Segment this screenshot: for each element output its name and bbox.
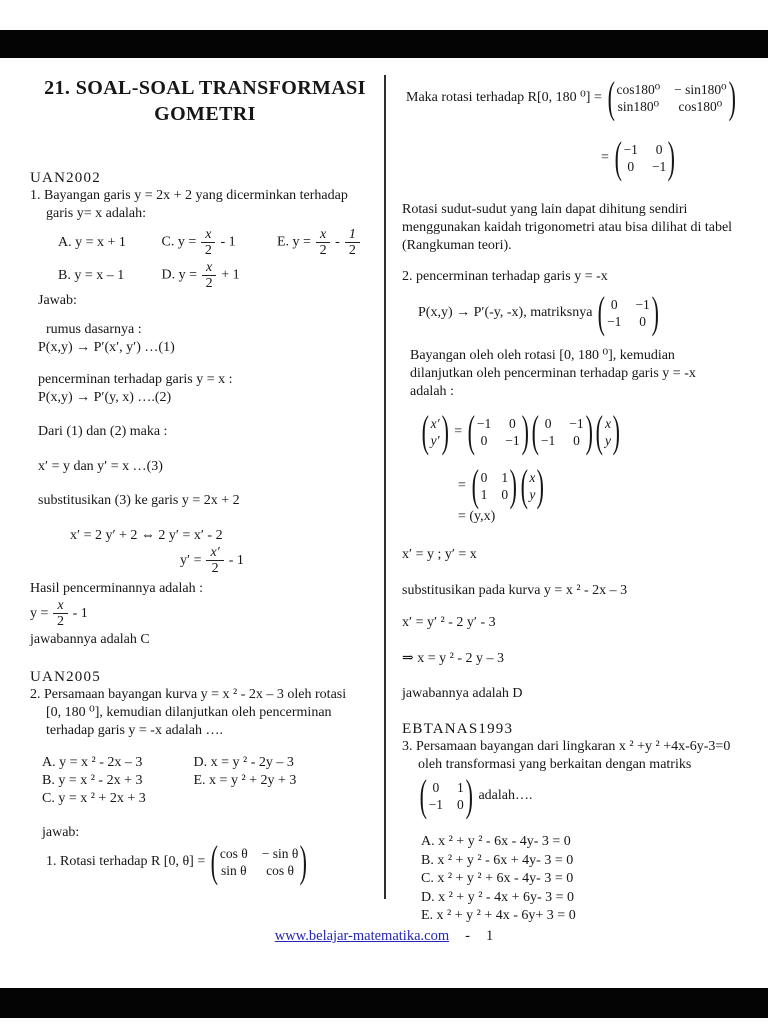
paren-left-icon: ( (520, 461, 528, 510)
fraction-denominator: 2 (202, 275, 216, 291)
matrix-cells (217, 845, 301, 879)
footer-dash: - (465, 928, 470, 944)
q3-option-d: D. x ² + y ² - 4x + 6y- 3 = 0 (421, 889, 575, 905)
matrix-cell: −1 (651, 159, 667, 174)
equals-sign: = (458, 478, 466, 493)
section-label-uan2002: UAN2002 (30, 170, 101, 186)
reflection-matrix (531, 407, 593, 456)
option-b: B. y = x ² - 2x + 3 (42, 773, 143, 789)
website-link[interactable]: www.belajar-matematika.com (274, 928, 450, 944)
matrix-cell: sin180⁰ (617, 99, 660, 114)
matrix-cell: − sin180⁰ (674, 82, 727, 97)
matrix-cell: 0 (480, 470, 488, 485)
matrix-cell: 0 (573, 433, 580, 448)
hasil-line: Hasil pencerminannya adalah : (30, 581, 203, 596)
matrix-cell: −1 (476, 416, 492, 431)
yx-result-line: = (y,x) (458, 509, 496, 524)
matrix-cell: 0 (655, 142, 663, 157)
paren-right-icon: ) (465, 771, 473, 820)
option-e: E. x = y ² + 2y + 3 (193, 773, 297, 789)
rotation-matrix-line (30, 836, 380, 886)
q3-matrix-line (402, 771, 760, 820)
fraction-denominator: 2 (53, 613, 67, 629)
matrix-cell: −1 (428, 797, 444, 812)
fraction-denominator: 2 (345, 242, 360, 258)
equation-e: ⇒ x = y ² - 2 y – 3 (402, 651, 504, 666)
option-e (277, 227, 365, 258)
option-c (162, 227, 274, 258)
swap-matrix (471, 461, 518, 510)
matrix-cell: 0 (610, 297, 618, 312)
fraction-denominator: 2 (206, 560, 223, 576)
rotation-text: 1. Rotasi terhadap R [0, θ] = (46, 853, 206, 869)
bayangan-line-2: dilanjutkan oleh pencerminan terhadap garis y = -x (410, 366, 696, 381)
q2-options-row-2 (30, 772, 380, 790)
paren-right-icon: ) (585, 407, 593, 456)
matrix-cell: cos θ (219, 845, 248, 861)
equation-2: P(x,y) → P′(y, x) ….(2) (38, 390, 172, 405)
paren-left-icon: ( (467, 407, 476, 456)
matrix-cell: cos180⁰ (678, 99, 723, 114)
option-d-text: + 1 (221, 267, 240, 283)
equation-6 (30, 598, 380, 629)
xy-vector (520, 461, 545, 510)
matrix-cell: 0 (639, 314, 646, 329)
paren-right-icon: ) (651, 288, 659, 337)
q1-options-row-1 (30, 227, 380, 258)
q3-option-c: C. x ² + y ² + 6x - 4y- 3 = 0 (421, 871, 574, 886)
matrix-cells (538, 415, 587, 449)
paren-left-icon: ( (210, 836, 219, 886)
question-1-line-1: 1. Bayangan garis y = 2x + 2 yang dicerminkan terhadap (30, 188, 348, 203)
option-a: A. y = x + 1 (58, 234, 126, 250)
matrix-cell: 0 (432, 780, 440, 795)
equation-4: x′ = 2 y′ + 2 ⇔ 2 y′ = x′ - 2 (70, 528, 223, 543)
answer-c-line: jawabannya adalah C (30, 632, 150, 647)
option-c-text: C. y = (161, 234, 197, 250)
vector-cells (428, 415, 443, 449)
matrix-cells (474, 415, 523, 449)
bayangan-line-1: Bayangan oleh oleh rotasi [0, 180 ⁰], kemudian (410, 348, 675, 363)
section-label-uan2005: UAN2005 (30, 669, 101, 685)
matrix-cell: −1 (505, 433, 520, 448)
q2-options-row-1 (30, 754, 380, 772)
matrix-cell: 1 (457, 780, 464, 795)
vector-cell: x′ (430, 416, 440, 431)
q1-options-row-2 (30, 260, 380, 291)
equation-5-rhs: - 1 (228, 552, 244, 568)
fraction (202, 260, 216, 291)
equation-6-rhs: - 1 (72, 605, 88, 621)
answer-d-line: jawabannya adalah D (402, 686, 523, 701)
option-c-text: - 1 (220, 234, 236, 250)
fraction (201, 227, 215, 258)
question-2-line-1: 2. Persamaan bayangan kurva y = x ² - 2x – 3 oleh rotasi (30, 687, 347, 702)
section-label-ebtanas1993: EBTANAS1993 (402, 721, 514, 737)
matrix-cell: −1 (623, 142, 638, 157)
q3-option-b: B. x ² + y ² - 6x + 4y- 3 = 0 (421, 852, 574, 868)
paren-left-icon: ( (614, 133, 622, 182)
bottom-black-bar (0, 988, 768, 1018)
matrix-cell: 1 (480, 487, 488, 502)
matrix-cells (426, 779, 467, 813)
big-matrix-equation (420, 407, 760, 456)
paren-right-icon: ) (537, 461, 545, 510)
top-black-bar (0, 30, 768, 58)
matrix-cell: 0 (627, 159, 635, 174)
rotation-matrix (210, 836, 308, 886)
rotasi-paragraph-line-3: (Rangkuman teori). (402, 238, 512, 253)
rotation-180-matrix (607, 73, 736, 122)
fraction (206, 545, 223, 576)
matrix-cell: sin θ (221, 862, 247, 878)
pxy-text: P(x,y) → P′(-y, -x), matriksnya (418, 305, 593, 320)
pencerminan-y-minus-x-line: 2. pencerminan terhadap garis y = -x (402, 269, 608, 284)
equation-1: P(x,y) → P′(x′, y′) …(1) (38, 340, 175, 355)
fraction-numerator: x (206, 260, 213, 275)
option-c: C. y = x ² + 2x + 3 (42, 791, 146, 807)
paren-left-icon: ( (607, 73, 615, 122)
right-column (402, 72, 760, 926)
option-b: B. y = x – 1 (58, 267, 125, 283)
paren-right-icon: ) (728, 73, 736, 122)
fraction (345, 227, 360, 258)
paren-right-icon: ) (441, 407, 449, 456)
matrix-cell: − sin θ (261, 845, 299, 861)
dari-line: Dari (1) dan (2) maka : (38, 424, 168, 439)
fraction-numerator: x (205, 227, 212, 242)
vector-cell: x (529, 470, 536, 485)
rotation-matrix (467, 407, 529, 456)
rotasi-paragraph-line-1: Rotasi sudut-sudut yang lain dapat dihitung sendiri (402, 202, 688, 217)
page-footer (0, 928, 768, 945)
xy-prime-vector (421, 407, 449, 456)
result-matrix (614, 133, 676, 182)
matrix-cells (614, 81, 730, 115)
matrix-cell: −1 (607, 314, 622, 329)
q3-option-e: E. x ² + y ² + 4x - 6y+ 3 = 0 (421, 908, 576, 923)
matrix-cell: −1 (540, 433, 556, 448)
fraction-numerator: 1 (348, 227, 356, 242)
substitusi-line: substitusikan (3) ke garis y = 2x + 2 (38, 493, 240, 508)
page-number: 1 (485, 928, 494, 944)
matrix-cell: −1 (569, 416, 584, 431)
equals-sign: = (601, 150, 609, 165)
matrix-cell: 0 (501, 487, 509, 502)
equation-6-lhs: y = (30, 605, 49, 621)
simplified-matrix-equation (454, 461, 760, 510)
q3-option-a: A. x ² + y ² - 6x - 4y- 3 = 0 (421, 834, 571, 849)
vector-cell: y (604, 433, 611, 448)
result-matrix-line (597, 133, 760, 182)
pxy-matrix-line (402, 288, 760, 337)
reflection-matrix (598, 288, 659, 337)
transformation-matrix (419, 771, 473, 820)
paren-right-icon: ) (509, 461, 518, 510)
jawab-label-2: jawab: (42, 824, 80, 840)
equation-3: x′ = y dan y′ = x …(3) (38, 459, 163, 474)
adalah-text: adalah…. (478, 788, 533, 803)
fraction-numerator: x (319, 227, 327, 242)
jawab-label: Jawab: (38, 293, 77, 308)
option-d (162, 260, 240, 291)
title-line-2: GOMETRI (154, 103, 256, 125)
matrix-cell: cos180⁰ (616, 82, 661, 97)
rumus-line: rumus dasarnya : (46, 322, 142, 337)
option-e-text: E. y = (277, 234, 311, 250)
vector-cell: y′ (430, 433, 440, 448)
paren-left-icon: ( (531, 407, 540, 456)
column-divider (384, 75, 386, 899)
bayangan-line-3: adalah : (410, 384, 454, 399)
paren-right-icon: ) (300, 836, 308, 886)
matrix-cell: 0 (544, 416, 552, 431)
question-2-line-2: [0, 180 ⁰], kemudian dilanjutkan oleh pencerminan (46, 705, 332, 720)
matrix-cell: −1 (635, 297, 650, 312)
fraction-numerator: x′ (210, 545, 220, 560)
option-d-text: D. y = (161, 267, 198, 283)
fraction (316, 227, 330, 258)
matrix-cell: 1 (501, 470, 509, 485)
equation-5-lhs: y′ = (180, 552, 202, 568)
matrix-cells (478, 469, 512, 503)
xy-vector (595, 407, 620, 456)
vector-cell: x (604, 416, 611, 431)
question-3-line-2: oleh transformasi yang berkaitan dengan matriks (418, 757, 692, 772)
q2-options-row-3 (30, 790, 380, 808)
question-1-line-2: garis y= x adalah: (46, 206, 147, 221)
paren-right-icon: ) (667, 133, 676, 182)
pencerminan-line: pencerminan terhadap garis y = x : (38, 372, 233, 387)
fraction-denominator: 2 (201, 242, 215, 258)
question-2-line-3: terhadap garis y = -x adalah …. (46, 723, 223, 738)
paren-left-icon: ( (421, 407, 429, 456)
matrix-cell: 0 (480, 433, 488, 448)
equation-5 (180, 545, 380, 576)
rotasi-paragraph-line-2: menggunakan kaidah trigonometri atau bisa dilihat di tabel (402, 220, 733, 235)
matrix-cell: 0 (457, 797, 464, 812)
paren-right-icon: ) (521, 407, 529, 456)
paren-left-icon: ( (471, 461, 479, 510)
paren-left-icon: ( (598, 288, 606, 337)
page-title (30, 75, 380, 127)
maka-rotasi-line (402, 73, 760, 122)
left-column (30, 72, 380, 886)
title-line-1: 21. SOAL-SOAL TRANSFORMASI (44, 77, 366, 99)
paren-left-icon: ( (595, 407, 604, 456)
question-3-line-1: 3. Persamaan bayangan dari lingkaran x ² +y ² +4x-6y-3=0 (402, 739, 731, 754)
matrix-cell: cos θ (266, 862, 294, 878)
substitusi-kurva-line: substitusikan pada kurva y = x ² - 2x – 3 (402, 583, 628, 598)
maka-rotasi-text: Maka rotasi terhadap R[0, 180 ⁰] = (406, 90, 602, 105)
fraction-numerator: x (57, 598, 64, 613)
option-a: A. y = x ² - 2x – 3 (42, 755, 143, 770)
option-d: D. x = y ² - 2y – 3 (193, 755, 294, 770)
option-e-text: - (335, 234, 340, 250)
paren-right-icon: ) (612, 407, 620, 456)
matrix-cells (621, 141, 670, 175)
equation-d: x′ = y′ ² - 2 y′ - 3 (402, 615, 496, 630)
matrix-cells (604, 296, 653, 330)
fraction-denominator: 2 (316, 242, 330, 258)
vector-cell: y (529, 487, 536, 502)
matrix-cell: 0 (509, 416, 516, 431)
paren-left-icon: ( (419, 771, 427, 820)
xy-prime-line: x′ = y ; y′ = x (402, 547, 477, 562)
equals-sign: = (454, 424, 463, 439)
fraction (53, 598, 67, 629)
